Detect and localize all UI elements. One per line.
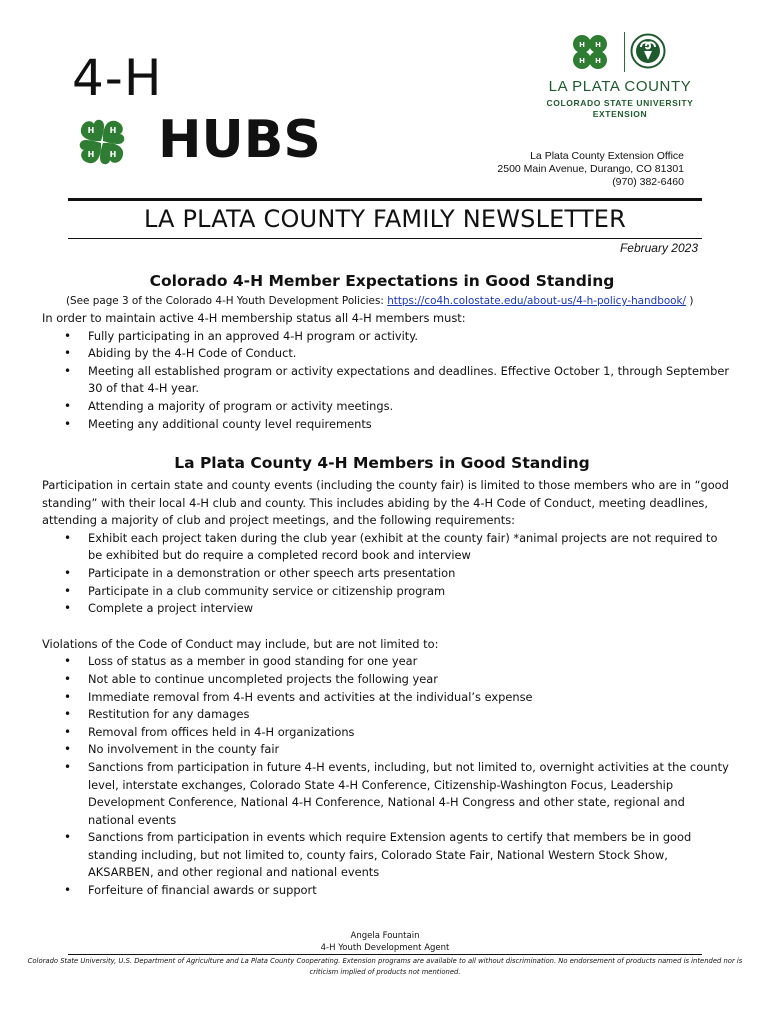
section1-heading: Colorado 4-H Member Expectations in Good Standing (149, 272, 615, 290)
office-name: La Plata County Extension Office (530, 150, 684, 162)
four-leaf-clover-icon (74, 114, 130, 170)
svg-text:H: H (579, 41, 585, 49)
svg-text:H: H (109, 150, 117, 159)
list-item: • No involvement in the county fair (88, 741, 732, 759)
section1-intro: In order to maintain active 4-H membership status all 4-H members must: (42, 311, 466, 325)
policy-prefix: (See page 3 of the Colorado 4-H Youth Development Policies: (66, 295, 384, 307)
svg-text:H: H (87, 126, 95, 135)
policy-reference (66, 295, 746, 307)
office-contact (470, 150, 684, 189)
newsletter-date: February 2023 (619, 241, 698, 255)
violations-intro: Violations of the Code of Conduct may include, but are not limited to: (42, 636, 439, 651)
section2-intro: Participation in certain state and county events (including the county fair) is limited to those members who are in “good standing” with their local 4-H club and county. This includes abiding by the 4-H Code of Conduct, meeting deadlines, attending a majority of club and project meetings, and the following requirements: (42, 478, 729, 528)
svg-text:H: H (595, 57, 601, 65)
agent-name: Angela Fountain (350, 931, 420, 941)
newsletter-title: LA PLATA COUNTY FAMILY NEWSLETTER (143, 205, 627, 233)
svg-text:H: H (109, 126, 117, 135)
svg-text:H: H (87, 150, 95, 159)
section2-heading: La Plata County 4-H Members in Good Standing (174, 454, 590, 472)
list-item: • Abiding by the 4-H Code of Conduct. (88, 345, 732, 363)
logo-divider (624, 32, 625, 72)
list-item: • Meeting any additional county level requirements (88, 416, 732, 434)
section1-body (42, 310, 732, 433)
agent-title: 4-H Youth Development Agent (320, 943, 450, 953)
list-item: • Restitution for any damages (88, 706, 732, 724)
office-phone: (970) 382-6460 (612, 176, 684, 188)
list-item: • Not able to continue uncompleted projects the following year (88, 671, 732, 689)
section1-list (42, 328, 732, 434)
title-rule-bottom (68, 238, 702, 239)
extension-clover-icon (570, 32, 610, 72)
list-item: • Exhibit each project taken during the club year (exhibit at the county fair) *animal projects are not required to be exhibited but do require a completed record book and interview (88, 530, 732, 565)
list-item: • Forfeiture of financial awards or support (88, 882, 732, 900)
logo-title-hubs: HUBS (158, 110, 321, 170)
brand-sub-extension: EXTENSION (592, 109, 648, 119)
list-item: • Sanctions from participation in events which require Extension agents to certify that members be in good standing including, but not limited to, county fairs, Colorado State Fair, National Western Stock Show, AKSARBEN, and other regional and national events (88, 829, 732, 882)
title-rule-top (68, 198, 702, 201)
section2-body (42, 477, 732, 900)
list-item: • Loss of status as a member in good standing for one year (88, 653, 732, 671)
policy-suffix: ) (689, 295, 694, 307)
violations-list (42, 653, 732, 899)
list-item: • Complete a project interview (88, 600, 732, 618)
list-item: • Removal from offices held in 4-H organizations (88, 724, 732, 742)
csu-ram-seal-icon (630, 33, 666, 69)
list-item: • Attending a majority of program or activity meetings. (88, 398, 732, 416)
office-address: 2500 Main Avenue, Durango, CO 81301 (497, 163, 684, 175)
list-item: • Meeting all established program or activity expectations and deadlines. Effective October 1, through September 30 of that 4-H year. (88, 363, 732, 398)
brand-sub-university: COLORADO STATE UNIVERSITY (546, 98, 694, 108)
svg-text:H: H (595, 41, 601, 49)
logo-title-4h: 4-H (72, 49, 163, 107)
list-item: • Fully participating in an approved 4-H program or activity. (88, 328, 732, 346)
footer-rule (68, 954, 702, 955)
footer-signature (0, 930, 770, 954)
list-item: • Participate in a club community service or citizenship program (88, 583, 732, 601)
footer-disclaimer: Colorado State University, U.S. Department of Agriculture and La Plata County Cooperating. Extension programs are available to all without discrimination. No endorsement of products named is intended nor is criticism implied of products not mentioned. (27, 957, 743, 976)
list-item: • Participate in a demonstration or other speech arts presentation (88, 565, 732, 583)
section2-list (42, 530, 732, 618)
list-item: • Immediate removal from 4-H events and activities at the individual’s expense (88, 689, 732, 707)
brand-name: LA PLATA COUNTY (548, 78, 692, 95)
brand-subtitle (520, 98, 720, 120)
svg-text:H: H (579, 57, 585, 65)
policy-handbook-link[interactable]: https://co4h.colostate.edu/about-us/4-h-policy-handbook/ (387, 295, 687, 307)
list-item: • Sanctions from participation in future 4-H events, including, but not limited to, overnight activities at the county level, interstate exchanges, Colorado State 4-H Conference, Citizenship-Washington Focus, Leadership Development Conference, National 4-H Conference, National 4-H Congress and other state, regional and national events (88, 759, 732, 829)
